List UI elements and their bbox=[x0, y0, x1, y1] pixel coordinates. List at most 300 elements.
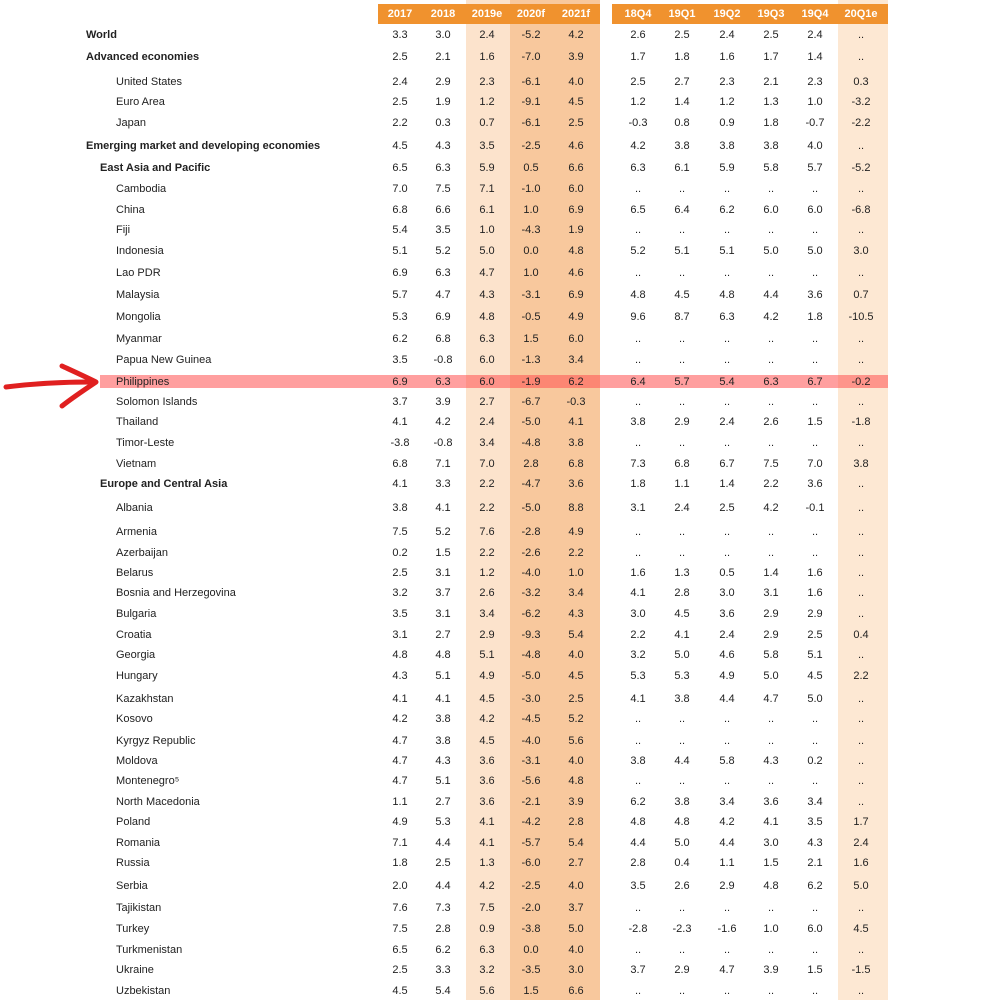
table-row bbox=[0, 793, 1000, 811]
table-cell: 2.5 bbox=[435, 857, 451, 869]
row-label: Myanmar bbox=[116, 333, 162, 345]
table-cell: 6.7 bbox=[719, 458, 735, 470]
table-cell: 6.5 bbox=[392, 162, 408, 174]
table-cell: .. bbox=[634, 944, 642, 956]
table-cell: 3.9 bbox=[568, 796, 584, 808]
table-cell: 2.9 bbox=[674, 964, 690, 976]
table-cell: 1.0 bbox=[523, 204, 539, 216]
table-cell: .. bbox=[857, 693, 865, 705]
table-cell: 0.9 bbox=[479, 923, 495, 935]
table-cell: 4.0 bbox=[568, 944, 584, 956]
table-cell: 4.5 bbox=[674, 608, 690, 620]
table-cell: 1.1 bbox=[674, 478, 690, 490]
table-cell: .. bbox=[767, 526, 775, 538]
row-label: Vietnam bbox=[116, 458, 157, 470]
table-cell: 7.5 bbox=[435, 183, 451, 195]
table-cell: .. bbox=[857, 354, 865, 366]
table-cell: 4.3 bbox=[392, 670, 408, 682]
table-cell: 2.7 bbox=[479, 396, 495, 408]
table-cell: 7.1 bbox=[392, 837, 408, 849]
table-cell: .. bbox=[678, 902, 686, 914]
table-cell: 4.6 bbox=[568, 267, 584, 279]
table-cell: -0.5 bbox=[521, 311, 541, 323]
table-cell: 2.2 bbox=[853, 670, 869, 682]
table-cell: 6.3 bbox=[435, 267, 451, 279]
table-cell: 2.7 bbox=[435, 629, 451, 641]
table-cell: 1.3 bbox=[479, 857, 495, 869]
table-cell: .. bbox=[678, 713, 686, 725]
table-cell: 4.8 bbox=[479, 311, 495, 323]
table-cell: 2.9 bbox=[435, 76, 451, 88]
table-cell: -6.8 bbox=[851, 204, 871, 216]
row-label: Uzbekistan bbox=[116, 985, 171, 997]
table-cell: 3.0 bbox=[763, 837, 779, 849]
table-row bbox=[0, 180, 1000, 198]
table-row bbox=[0, 982, 1000, 1000]
table-cell: 3.8 bbox=[435, 713, 451, 725]
table-cell: 3.1 bbox=[763, 587, 779, 599]
table-cell: 2.6 bbox=[630, 29, 646, 41]
table-cell: .. bbox=[767, 267, 775, 279]
table-cell: 6.0 bbox=[807, 204, 823, 216]
table-cell: .. bbox=[723, 713, 731, 725]
table-cell: 4.6 bbox=[568, 140, 584, 152]
table-cell: 6.0 bbox=[568, 333, 584, 345]
table-cell: 6.3 bbox=[630, 162, 646, 174]
table-row bbox=[0, 854, 1000, 872]
table-cell: 3.8 bbox=[674, 693, 690, 705]
table-cell: 2.5 bbox=[392, 96, 408, 108]
table-cell: 2.4 bbox=[479, 29, 495, 41]
table-cell: 1.8 bbox=[807, 311, 823, 323]
table-cell: 2.5 bbox=[763, 29, 779, 41]
table-row bbox=[0, 308, 1000, 326]
table-cell: 3.0 bbox=[435, 29, 451, 41]
table-cell: .. bbox=[767, 985, 775, 997]
table-cell: .. bbox=[678, 437, 686, 449]
row-label: Advanced economies bbox=[86, 51, 200, 63]
table-cell: 5.1 bbox=[479, 649, 495, 661]
table-cell: 0.4 bbox=[674, 857, 690, 869]
table-cell: 4.5 bbox=[479, 735, 495, 747]
table-row bbox=[0, 732, 1000, 750]
table-cell: 4.1 bbox=[630, 693, 646, 705]
table-cell: 3.2 bbox=[392, 587, 408, 599]
table-cell: 3.4 bbox=[568, 587, 584, 599]
table-row bbox=[0, 877, 1000, 895]
table-cell: 4.2 bbox=[719, 816, 735, 828]
table-cell: 6.0 bbox=[807, 923, 823, 935]
table-cell: .. bbox=[678, 224, 686, 236]
table-cell: 4.7 bbox=[392, 755, 408, 767]
table-cell: 6.0 bbox=[479, 354, 495, 366]
table-cell: 3.8 bbox=[630, 755, 646, 767]
table-cell: .. bbox=[634, 547, 642, 559]
table-cell: 4.4 bbox=[763, 289, 779, 301]
table-cell: 4.8 bbox=[630, 816, 646, 828]
table-cell: 2.8 bbox=[674, 587, 690, 599]
table-cell: -9.1 bbox=[521, 96, 541, 108]
table-cell: 2.5 bbox=[568, 693, 584, 705]
column-header-19q3: 19Q3 bbox=[757, 8, 785, 20]
table-cell: 1.5 bbox=[435, 547, 451, 559]
table-cell: 7.5 bbox=[392, 526, 408, 538]
table-cell: .. bbox=[857, 775, 865, 787]
table-cell: 2.8 bbox=[435, 923, 451, 935]
table-cell: 0.2 bbox=[392, 547, 408, 559]
table-cell: 9.6 bbox=[630, 311, 646, 323]
table-cell: 6.1 bbox=[479, 204, 495, 216]
table-cell: -2.3 bbox=[672, 923, 692, 935]
table-cell: .. bbox=[723, 183, 731, 195]
table-cell: 3.8 bbox=[568, 437, 584, 449]
table-row bbox=[0, 584, 1000, 602]
table-cell: 6.9 bbox=[392, 376, 408, 388]
table-cell: 2.9 bbox=[763, 608, 779, 620]
row-label: Japan bbox=[116, 117, 146, 129]
table-row bbox=[0, 813, 1000, 831]
table-cell: 1.7 bbox=[853, 816, 869, 828]
table-cell: .. bbox=[634, 267, 642, 279]
table-cell: -0.3 bbox=[628, 117, 648, 129]
table-cell: 2.1 bbox=[763, 76, 779, 88]
table-cell: .. bbox=[723, 902, 731, 914]
table-cell: 2.9 bbox=[479, 629, 495, 641]
table-row bbox=[0, 26, 1000, 44]
table-cell: .. bbox=[678, 396, 686, 408]
row-label: Emerging market and developing economies bbox=[86, 140, 321, 152]
table-cell: -10.5 bbox=[848, 311, 874, 323]
row-label: Azerbaijan bbox=[116, 547, 168, 559]
table-row bbox=[0, 393, 1000, 411]
table-cell: 4.8 bbox=[630, 289, 646, 301]
table-cell: .. bbox=[723, 526, 731, 538]
table-cell: .. bbox=[767, 224, 775, 236]
table-cell: 4.8 bbox=[435, 649, 451, 661]
table-cell: 4.4 bbox=[435, 880, 451, 892]
table-cell: 2.4 bbox=[392, 76, 408, 88]
column-header-18q4: 18Q4 bbox=[624, 8, 652, 20]
table-cell: 4.5 bbox=[674, 289, 690, 301]
table-cell: .. bbox=[811, 526, 819, 538]
table-cell: 6.9 bbox=[435, 311, 451, 323]
table-cell: 2.2 bbox=[630, 629, 646, 641]
table-cell: 0.2 bbox=[807, 755, 823, 767]
table-cell: 3.2 bbox=[630, 649, 646, 661]
table-cell: -4.8 bbox=[521, 437, 541, 449]
table-cell: 2.3 bbox=[719, 76, 735, 88]
table-row bbox=[0, 330, 1000, 348]
table-cell: 1.8 bbox=[763, 117, 779, 129]
row-label: North Macedonia bbox=[116, 796, 200, 808]
table-cell: 0.7 bbox=[853, 289, 869, 301]
table-cell: 5.1 bbox=[674, 245, 690, 257]
table-row bbox=[0, 264, 1000, 282]
table-cell: 4.8 bbox=[392, 649, 408, 661]
column-header-19q1: 19Q1 bbox=[668, 8, 696, 20]
table-cell: .. bbox=[634, 713, 642, 725]
table-cell: -5.7 bbox=[521, 837, 541, 849]
table-cell: -5.0 bbox=[521, 416, 541, 428]
table-cell: 5.0 bbox=[479, 245, 495, 257]
table-cell: 2.4 bbox=[719, 416, 735, 428]
table-cell: 1.6 bbox=[853, 857, 869, 869]
table-row bbox=[0, 137, 1000, 155]
table-cell: 4.1 bbox=[392, 416, 408, 428]
table-cell: 7.1 bbox=[479, 183, 495, 195]
table-cell: .. bbox=[634, 526, 642, 538]
table-cell: 3.5 bbox=[392, 354, 408, 366]
row-label: Lao PDR bbox=[116, 267, 161, 279]
table-row bbox=[0, 961, 1000, 979]
row-label: Poland bbox=[116, 816, 151, 828]
table-cell: .. bbox=[811, 437, 819, 449]
table-cell: -7.0 bbox=[521, 51, 541, 63]
table-cell: 2.5 bbox=[568, 117, 584, 129]
table-cell: -2.5 bbox=[521, 880, 541, 892]
table-cell: -3.2 bbox=[521, 587, 541, 599]
row-label: Ukraine bbox=[116, 964, 154, 976]
table-cell: 4.3 bbox=[479, 289, 495, 301]
column-header-2017: 2017 bbox=[387, 8, 413, 20]
table-cell: 4.4 bbox=[674, 755, 690, 767]
table-cell: 2.8 bbox=[523, 458, 539, 470]
table-cell: 2.1 bbox=[435, 51, 451, 63]
table-cell: 3.7 bbox=[392, 396, 408, 408]
table-cell: 7.3 bbox=[435, 902, 451, 914]
table-cell: 4.0 bbox=[568, 76, 584, 88]
table-cell: .. bbox=[811, 775, 819, 787]
table-cell: 4.3 bbox=[435, 755, 451, 767]
table-cell: .. bbox=[857, 396, 865, 408]
table-cell: 6.3 bbox=[479, 944, 495, 956]
table-row bbox=[0, 834, 1000, 852]
column-header-20q1e: 20Q1e bbox=[844, 8, 878, 20]
table-cell: 3.9 bbox=[435, 396, 451, 408]
row-label: Fiji bbox=[116, 224, 131, 236]
table-cell: 6.3 bbox=[479, 333, 495, 345]
table-cell: 3.0 bbox=[630, 608, 646, 620]
row-label: Kyrgyz Republic bbox=[116, 735, 196, 747]
row-label: Thailand bbox=[116, 416, 159, 428]
table-cell: 2.4 bbox=[853, 837, 869, 849]
table-cell: 3.4 bbox=[479, 608, 495, 620]
table-cell: 3.8 bbox=[674, 796, 690, 808]
table-cell: 1.2 bbox=[719, 96, 735, 108]
table-cell: -2.8 bbox=[628, 923, 648, 935]
table-cell: 8.7 bbox=[674, 311, 690, 323]
column-header-19q2: 19Q2 bbox=[713, 8, 741, 20]
table-cell: 4.9 bbox=[392, 816, 408, 828]
table-cell: 5.0 bbox=[763, 670, 779, 682]
table-cell: -4.7 bbox=[521, 478, 541, 490]
table-cell: 2.2 bbox=[763, 478, 779, 490]
table-cell: 6.2 bbox=[392, 333, 408, 345]
table-cell: -6.1 bbox=[521, 76, 541, 88]
table-cell: 3.1 bbox=[392, 629, 408, 641]
table-cell: .. bbox=[723, 437, 731, 449]
table-cell: .. bbox=[811, 713, 819, 725]
table-cell: 5.2 bbox=[630, 245, 646, 257]
row-label: Hungary bbox=[116, 670, 158, 682]
row-label: Georgia bbox=[116, 649, 156, 661]
table-cell: 6.2 bbox=[630, 796, 646, 808]
table-cell: 2.5 bbox=[807, 629, 823, 641]
table-cell: .. bbox=[857, 526, 865, 538]
table-cell: 1.6 bbox=[807, 587, 823, 599]
table-cell: -0.2 bbox=[851, 376, 871, 388]
table-cell: 5.9 bbox=[719, 162, 735, 174]
table-cell: 4.7 bbox=[392, 775, 408, 787]
table-cell: 5.3 bbox=[674, 670, 690, 682]
table-cell: 3.9 bbox=[763, 964, 779, 976]
table-cell: .. bbox=[767, 396, 775, 408]
table-cell: 0.0 bbox=[523, 245, 539, 257]
table-cell: 4.4 bbox=[719, 837, 735, 849]
table-cell: 2.5 bbox=[719, 502, 735, 514]
table-cell: .. bbox=[767, 902, 775, 914]
table-cell: 6.9 bbox=[392, 267, 408, 279]
table-cell: 7.3 bbox=[630, 458, 646, 470]
table-cell: 3.6 bbox=[807, 289, 823, 301]
table-cell: 3.8 bbox=[763, 140, 779, 152]
table-cell: 2.8 bbox=[568, 816, 584, 828]
table-row bbox=[0, 475, 1000, 493]
row-label: Euro Area bbox=[116, 96, 165, 108]
table-cell: 2.4 bbox=[719, 29, 735, 41]
table-cell: 7.0 bbox=[807, 458, 823, 470]
table-cell: 4.1 bbox=[479, 816, 495, 828]
table-cell: -6.0 bbox=[521, 857, 541, 869]
table-cell: 4.5 bbox=[392, 140, 408, 152]
row-label: Timor-Leste bbox=[116, 437, 175, 449]
table-cell: -5.0 bbox=[521, 670, 541, 682]
row-label: Turkmenistan bbox=[116, 944, 183, 956]
table-cell: 6.5 bbox=[392, 944, 408, 956]
table-cell: 4.3 bbox=[568, 608, 584, 620]
table-cell: -6.1 bbox=[521, 117, 541, 129]
table-cell: .. bbox=[767, 944, 775, 956]
column-header-2021f: 2021f bbox=[561, 8, 591, 20]
table-cell: 3.2 bbox=[479, 964, 495, 976]
table-cell: 1.7 bbox=[630, 51, 646, 63]
table-cell: 0.4 bbox=[853, 629, 869, 641]
table-cell: 3.8 bbox=[719, 140, 735, 152]
table-cell: 2.9 bbox=[674, 416, 690, 428]
table-cell: 0.7 bbox=[479, 117, 495, 129]
table-cell: 5.1 bbox=[435, 670, 451, 682]
table-cell: 1.6 bbox=[479, 51, 495, 63]
table-cell: 6.9 bbox=[568, 289, 584, 301]
table-row bbox=[0, 499, 1000, 517]
row-label: Serbia bbox=[116, 880, 148, 892]
table-cell: 1.0 bbox=[479, 224, 495, 236]
table-cell: 4.2 bbox=[392, 713, 408, 725]
table-cell: 5.4 bbox=[568, 629, 584, 641]
table-cell: 6.8 bbox=[392, 458, 408, 470]
table-cell: -3.0 bbox=[521, 693, 541, 705]
table-cell: -9.3 bbox=[521, 629, 541, 641]
table-cell: -2.5 bbox=[521, 140, 541, 152]
table-cell: 4.7 bbox=[763, 693, 779, 705]
table-cell: -0.3 bbox=[566, 396, 586, 408]
table-row bbox=[0, 941, 1000, 959]
table-cell: 4.4 bbox=[630, 837, 646, 849]
table-cell: 6.6 bbox=[435, 204, 451, 216]
table-cell: .. bbox=[634, 183, 642, 195]
row-label: Europe and Central Asia bbox=[100, 478, 228, 490]
table-row bbox=[0, 351, 1000, 369]
row-label: Cambodia bbox=[116, 183, 167, 195]
table-cell: 2.6 bbox=[674, 880, 690, 892]
column-header-2020f: 2020f bbox=[516, 8, 546, 20]
table-cell: .. bbox=[678, 985, 686, 997]
table-cell: 2.8 bbox=[630, 857, 646, 869]
table-cell: -3.5 bbox=[521, 964, 541, 976]
table-cell: .. bbox=[857, 224, 865, 236]
table-cell: .. bbox=[811, 985, 819, 997]
table-cell: 2.2 bbox=[392, 117, 408, 129]
table-row bbox=[0, 201, 1000, 219]
table-cell: .. bbox=[857, 140, 865, 152]
table-cell: 4.1 bbox=[479, 837, 495, 849]
table-cell: .. bbox=[723, 775, 731, 787]
table-cell: 2.6 bbox=[763, 416, 779, 428]
table-cell: 5.2 bbox=[568, 713, 584, 725]
table-cell: 5.8 bbox=[719, 755, 735, 767]
table-row bbox=[0, 286, 1000, 304]
row-label: Bulgaria bbox=[116, 608, 157, 620]
table-cell: .. bbox=[811, 224, 819, 236]
row-label: United States bbox=[116, 76, 183, 88]
table-cell: -0.8 bbox=[433, 437, 453, 449]
table-cell: 4.7 bbox=[719, 964, 735, 976]
table-cell: .. bbox=[678, 547, 686, 559]
row-label: Albania bbox=[116, 502, 153, 514]
table-cell: .. bbox=[723, 267, 731, 279]
table-cell: .. bbox=[811, 267, 819, 279]
table-cell: 1.4 bbox=[719, 478, 735, 490]
table-cell: 5.0 bbox=[807, 693, 823, 705]
table-cell: .. bbox=[678, 354, 686, 366]
table-cell: .. bbox=[678, 775, 686, 787]
table-cell: .. bbox=[678, 944, 686, 956]
table-cell: 2.2 bbox=[479, 547, 495, 559]
table-cell: 4.3 bbox=[763, 755, 779, 767]
table-row bbox=[0, 690, 1000, 708]
table-cell: 5.0 bbox=[807, 245, 823, 257]
table-cell: 4.7 bbox=[392, 735, 408, 747]
table-cell: .. bbox=[723, 396, 731, 408]
table-cell: 4.8 bbox=[568, 775, 584, 787]
table-cell: .. bbox=[857, 985, 865, 997]
table-cell: 3.1 bbox=[435, 608, 451, 620]
table-cell: 4.2 bbox=[479, 880, 495, 892]
row-label: World bbox=[86, 29, 117, 41]
table-cell: 4.0 bbox=[568, 880, 584, 892]
table-cell: 6.4 bbox=[674, 204, 690, 216]
table-cell: .. bbox=[857, 587, 865, 599]
table-cell: -4.8 bbox=[521, 649, 541, 661]
table-cell: -1.5 bbox=[851, 964, 871, 976]
table-cell: 3.7 bbox=[568, 902, 584, 914]
table-cell: 3.5 bbox=[807, 816, 823, 828]
table-cell: 3.4 bbox=[719, 796, 735, 808]
table-cell: 2.5 bbox=[392, 51, 408, 63]
table-cell: 3.8 bbox=[630, 416, 646, 428]
table-cell: 3.1 bbox=[630, 502, 646, 514]
table-cell: 4.1 bbox=[435, 693, 451, 705]
